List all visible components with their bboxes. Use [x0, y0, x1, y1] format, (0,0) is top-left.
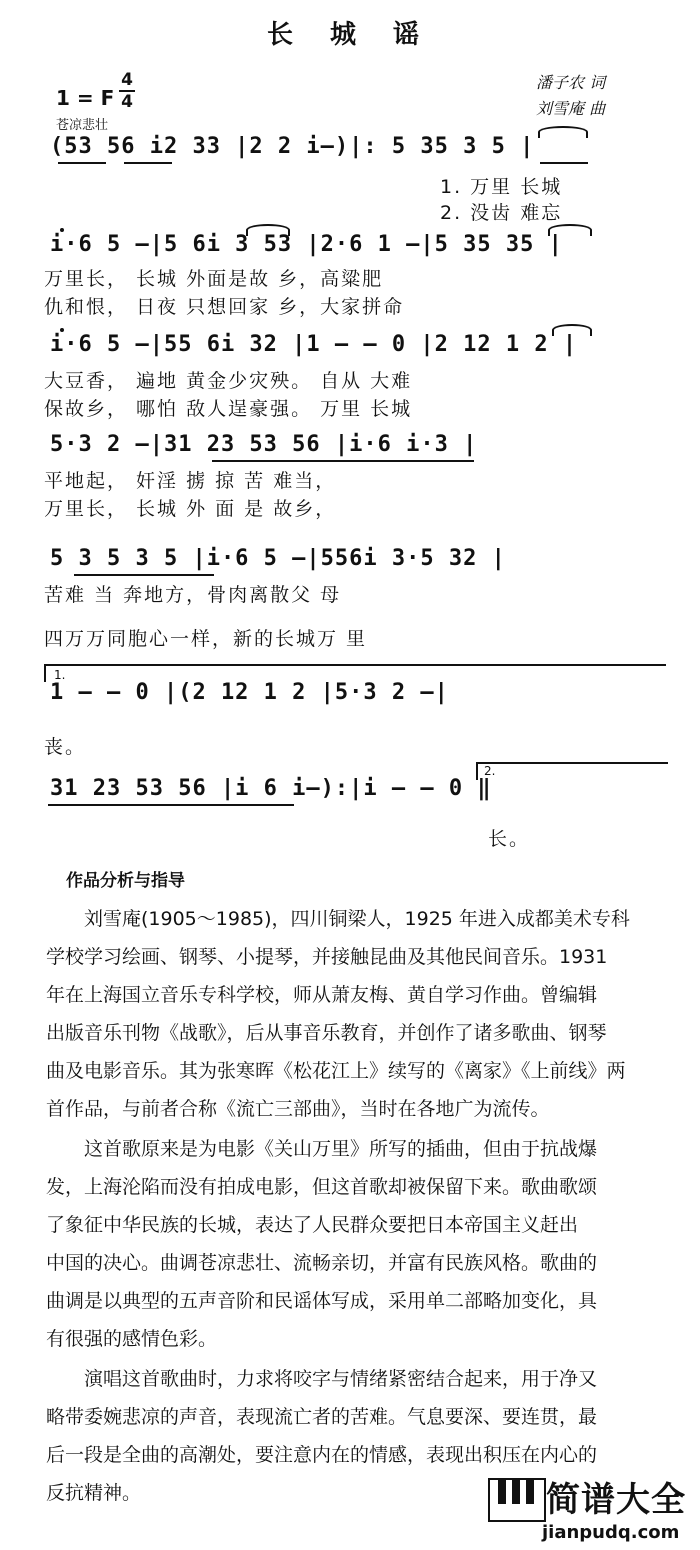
- octave-dot: [60, 328, 64, 332]
- paragraph-line: 首作品，与前者合称《流亡三部曲》，当时在各地广为流传。: [46, 1098, 550, 1120]
- beam: [124, 162, 172, 164]
- paragraph-line: 演唱这首歌曲时，力求将咬字与情绪紧密结合起来，用于净又: [84, 1368, 598, 1390]
- paragraph-line: 出版音乐刊物《战歌》，后从事音乐教育，并创作了诸多歌曲、钢琴: [46, 1022, 607, 1044]
- volta-bracket-2: [476, 762, 668, 780]
- paragraph-line: 这首歌原来是为电影《关山万里》所写的插曲，但由于抗战爆: [84, 1138, 598, 1160]
- expression-marking: 苍凉悲壮: [56, 118, 109, 133]
- key-signature: 1 = F: [56, 86, 115, 110]
- notation-row-6: 1 – – 0 |(2 12 1 2 |5·3 2 –|: [50, 680, 449, 705]
- lyric-row-6: 丧。: [44, 736, 87, 758]
- paragraph-line: 了象征中华民族的长城，表达了人民群众要把日本帝国主义赶出: [46, 1214, 579, 1236]
- lyricist-credit: 潘子农 词: [536, 73, 606, 92]
- beam: [540, 162, 588, 164]
- watermark-url: jianpudq.com: [542, 1522, 680, 1543]
- lyric-row-5-verse-1: 苦难 当 奔地方，骨肉离散父 母: [44, 584, 342, 606]
- paragraph-line: 曲及电影音乐。其为张寒晖《松花江上》续写的《离家》《上前线》两: [46, 1060, 626, 1082]
- paragraph-line: 后一段是全曲的高潮处，要注意内在的情感，表现出积压在内心的: [46, 1444, 598, 1466]
- beam: [58, 162, 106, 164]
- verse-number-2: 2. 没齿 难忘: [440, 202, 563, 224]
- octave-dot: [60, 228, 64, 232]
- lyric-row-3-verse-1: 大豆香， 遍地 黄金少灾殃。 自从 大难: [44, 370, 413, 392]
- beam: [48, 804, 294, 806]
- notation-row-1: (53 56 i2 33 |2 2 i–)|: 5 35 3 5 |: [50, 134, 535, 159]
- song-title: 长 城 谣: [266, 20, 434, 50]
- lyric-row-2-verse-2: 仇和恨， 日夜 只想回家 乡，大家拼命: [44, 296, 405, 318]
- notation-row-5: 5 3 5 3 5 |i·6 5 –|556i 3·5 32 |: [50, 546, 506, 571]
- slur: [548, 224, 592, 236]
- verse-number-1: 1. 万里 长城: [440, 176, 563, 198]
- analysis-paragraph-1: [46, 900, 666, 1128]
- notation-row-7: 31 23 53 56 |i 6 i–):|i – – 0 ‖: [50, 776, 492, 801]
- paragraph-line: 学校学习绘画、钢琴、小提琴，并接触昆曲及其他民间音乐。1931: [46, 946, 608, 968]
- beam: [212, 460, 474, 462]
- time-bottom: 4: [121, 92, 133, 112]
- slur: [246, 224, 290, 236]
- site-watermark: [488, 1478, 694, 1544]
- volta-1-label: 1.: [54, 668, 66, 682]
- lyric-row-4-verse-1: 平地起， 奸淫 掳 掠 苦 难当，: [44, 470, 337, 492]
- lyric-row-7: 长。: [488, 828, 531, 850]
- piano-keys-icon: [488, 1478, 546, 1522]
- lyric-row-2-verse-1: 万里长， 长城 外面是故 乡，高粱肥: [44, 268, 384, 290]
- volta-2-label: 2.: [484, 764, 496, 778]
- lyric-row-4-verse-2: 万里长， 长城 外 面 是 故乡，: [44, 498, 337, 520]
- composer-credit: 刘雪庵 曲: [536, 99, 606, 118]
- paragraph-line: 中国的决心。曲调苍凉悲壮、流畅亲切，并富有民族风格。歌曲的: [46, 1252, 598, 1274]
- time-top: 4: [121, 70, 133, 90]
- analysis-heading: 作品分析与指导: [66, 871, 185, 891]
- time-signature: [117, 70, 137, 112]
- paragraph-line: 年在上海国立音乐专科学校，师从萧友梅、黄自学习作曲。曾编辑: [46, 984, 598, 1006]
- notation-row-3: i·6 5 –|55 6i 32 |1 – – 0 |2 12 1 2 |: [50, 332, 578, 357]
- analysis-paragraph-2: [46, 1130, 666, 1358]
- notation-row-2: i·6 5 –|5 6i 3 53 |2·6 1 –|5 35 35 |: [50, 232, 563, 257]
- beam: [74, 574, 214, 576]
- watermark-name: 简谱大全: [546, 1480, 686, 1520]
- paragraph-line: 刘雪庵(1905～1985)，四川铜梁人，1925 年进入成都美术专科: [84, 908, 630, 930]
- lyric-row-3-verse-2: 保故乡， 哪怕 敌人逞豪强。 万里 长城: [44, 398, 413, 420]
- slur: [538, 126, 588, 138]
- lyric-row-5-verse-2: 四万万同胞心一样，新的长城万 里: [44, 628, 368, 650]
- paragraph-line: 有很强的感情色彩。: [46, 1328, 218, 1350]
- notation-row-4: 5·3 2 –|31 23 53 56 |i·6 i·3 |: [50, 432, 478, 457]
- paragraph-line: 反抗精神。: [46, 1482, 142, 1504]
- paragraph-line: 曲调是以典型的五声音阶和民谣体写成，采用单二部略加变化，具: [46, 1290, 598, 1312]
- paragraph-line: 略带委婉悲凉的声音，表现流亡者的苦难。气息要深、要连贯，最: [46, 1406, 598, 1428]
- slur: [552, 324, 592, 336]
- paragraph-line: 发，上海沦陷而没有拍成电影，但这首歌却被保留下来。歌曲歌颂: [46, 1176, 598, 1198]
